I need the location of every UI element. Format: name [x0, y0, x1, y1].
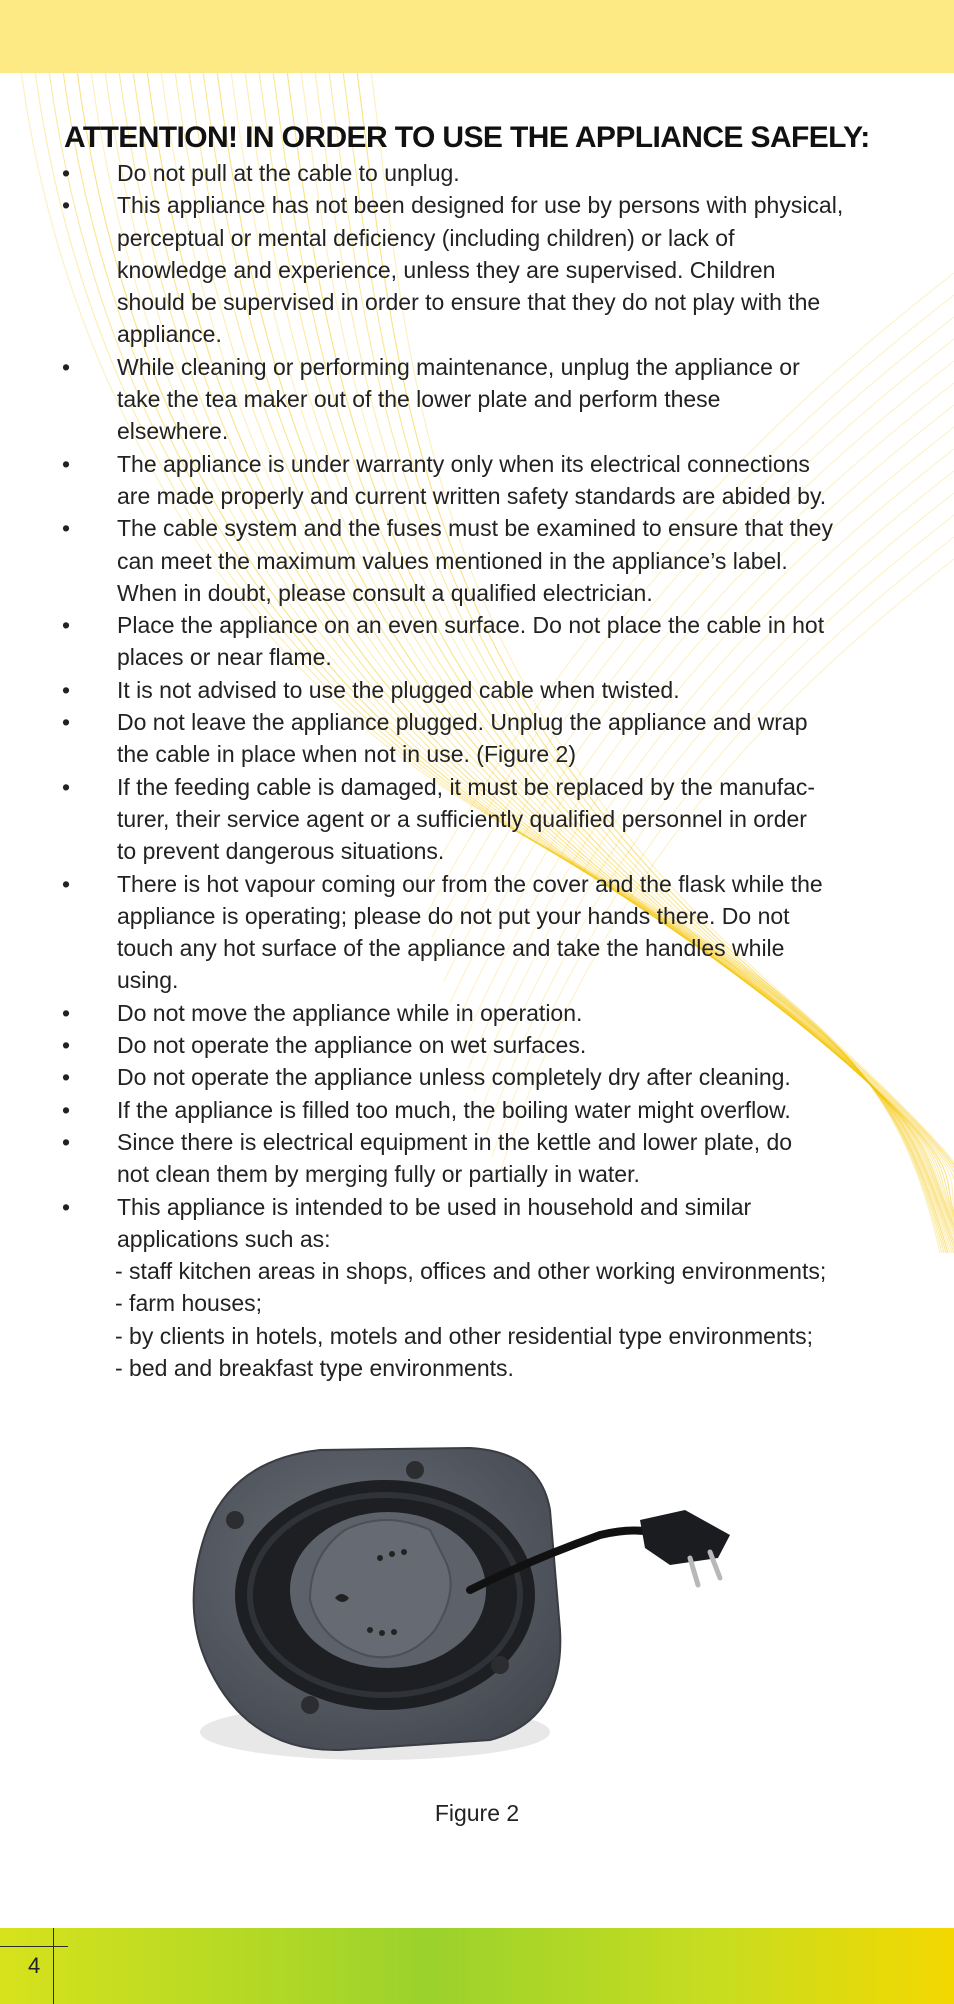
bullet-text-line: Do not leave the appliance plugged. Unplug the appliance and wrap — [117, 709, 808, 736]
bullet-dot: • — [62, 353, 71, 380]
bullet-item — [0, 448, 954, 513]
bullet-item — [0, 706, 954, 771]
bullet-item — [0, 189, 954, 350]
crop-mark-horizontal — [0, 1946, 68, 1947]
page-number: 4 — [28, 1953, 41, 1978]
bullet-dot: • — [62, 1193, 71, 1220]
usage-sub-item: - by clients in hotels, motels and other residential type environments; — [115, 1322, 814, 1349]
bullet-text-line: touch any hot surface of the appliance and take the handles while — [117, 935, 785, 962]
bullet-text-line: The cable system and the fuses must be examined to ensure that they — [117, 515, 833, 542]
bullet-item — [0, 1191, 954, 1385]
bullet-dot: • — [62, 192, 71, 219]
page-heading: ATTENTION! IN ORDER TO USE THE APPLIANCE SAFELY: — [64, 121, 870, 154]
top-color-band — [0, 0, 954, 73]
bullet-item — [0, 674, 954, 706]
bullet-text-line: Place the appliance on an even surface. Do not place the cable in hot — [117, 612, 825, 639]
bullet-text-line: perceptual or mental deficiency (including children) or lack of — [117, 224, 735, 251]
usage-sub-list — [115, 1255, 914, 1384]
bullet-item — [0, 1126, 954, 1191]
bullet-text-line: to prevent dangerous situations. — [117, 838, 445, 865]
bullet-dot: • — [62, 676, 71, 703]
bullet-dot: • — [62, 870, 71, 897]
bullet-text-line: Do not move the appliance while in operation. — [117, 999, 583, 1026]
bullet-text-line: can meet the maximum values mentioned in the appliance’s label. — [117, 547, 788, 574]
bullet-text-line: applications such as: — [117, 1225, 331, 1252]
bullet-dot: • — [62, 1096, 71, 1123]
bullet-text-line: turer, their service agent or a sufficiently qualified personnel in order — [117, 805, 807, 832]
bullet-text-line: knowledge and experience, unless they are supervised. Children — [117, 256, 776, 283]
figure-caption: Figure 2 — [434, 1800, 520, 1826]
usage-sub-item: - staff kitchen areas in shops, offices and other working environments; — [115, 1258, 827, 1285]
bullet-item — [0, 771, 954, 868]
bullet-text-line: using. — [117, 967, 179, 994]
bullet-item — [0, 1029, 954, 1061]
bullet-text-line: This appliance is intended to be used in household and similar — [117, 1193, 752, 1220]
bullet-text-line: Do not operate the appliance on wet surfaces. — [117, 1032, 587, 1059]
bullet-item — [0, 1094, 954, 1126]
bullet-text-line: It is not advised to use the plugged cable when twisted. — [117, 676, 680, 703]
bullet-dot: • — [62, 1064, 71, 1091]
bullet-text-line: the cable in place when not in use. (Figure 2) — [117, 741, 576, 768]
crop-mark-vertical — [53, 1928, 54, 2004]
bullet-text-line: Since there is electrical equipment in the kettle and lower plate, do — [117, 1128, 793, 1155]
bullet-dot: • — [62, 612, 71, 639]
bullet-text-line: If the feeding cable is damaged, it must be replaced by the manufac- — [117, 773, 816, 800]
bullet-item — [0, 157, 954, 189]
figure-2-base-plate-image — [170, 1440, 740, 1770]
bullet-text-line: appliance. — [117, 321, 222, 348]
bullet-item — [0, 1061, 954, 1093]
usage-sub-item: - farm houses; — [115, 1290, 262, 1317]
bullet-item — [0, 351, 954, 448]
bullet-text-line: The appliance is under warranty only when its electrical connections — [117, 450, 810, 477]
bullet-item — [0, 609, 954, 674]
safety-bullet-list — [0, 157, 954, 1384]
bottom-gradient-band — [0, 1928, 954, 2004]
bullet-text-line: elsewhere. — [117, 418, 229, 445]
bullet-text-line: While cleaning or performing maintenance, unplug the appliance or — [117, 353, 800, 380]
bullet-text-line: appliance is operating; please do not put your hands there. Do not — [117, 902, 790, 929]
bullet-dot: • — [62, 450, 71, 477]
usage-sub-item: - bed and breakfast type environments. — [115, 1354, 514, 1381]
bullet-text-line: not clean them by merging fully or partially in water. — [117, 1161, 640, 1188]
bullet-text-line: are made properly and current written safety standards are abided by. — [117, 482, 827, 509]
bullet-item — [0, 512, 954, 609]
bullet-text-line: There is hot vapour coming our from the cover and the flask while the — [117, 870, 823, 897]
bullet-dot: • — [62, 999, 71, 1026]
bullet-text-line: should be supervised in order to ensure that they do not play with the — [117, 289, 821, 316]
bullet-text-line: places or near flame. — [117, 644, 332, 671]
bullet-text-line: take the tea maker out of the lower plate and perform these — [117, 386, 721, 413]
bullet-item — [0, 868, 954, 997]
bullet-dot: • — [62, 1032, 71, 1059]
bullet-dot: • — [62, 709, 71, 736]
bullet-text-line: If the appliance is filled too much, the boiling water might overflow. — [117, 1096, 791, 1123]
bullet-text-line: Do not pull at the cable to unplug. — [117, 160, 460, 186]
bullet-dot: • — [62, 1128, 71, 1155]
bullet-dot: • — [62, 515, 71, 542]
bullet-text-line: When in doubt, please consult a qualified electrician. — [117, 579, 653, 606]
bullet-text-line: Do not operate the appliance unless completely dry after cleaning. — [117, 1064, 791, 1091]
bullet-dot: • — [62, 160, 71, 186]
bullet-item — [0, 997, 954, 1029]
bullet-text-line: This appliance has not been designed for use by persons with physical, — [117, 192, 844, 219]
bullet-dot: • — [62, 773, 71, 800]
